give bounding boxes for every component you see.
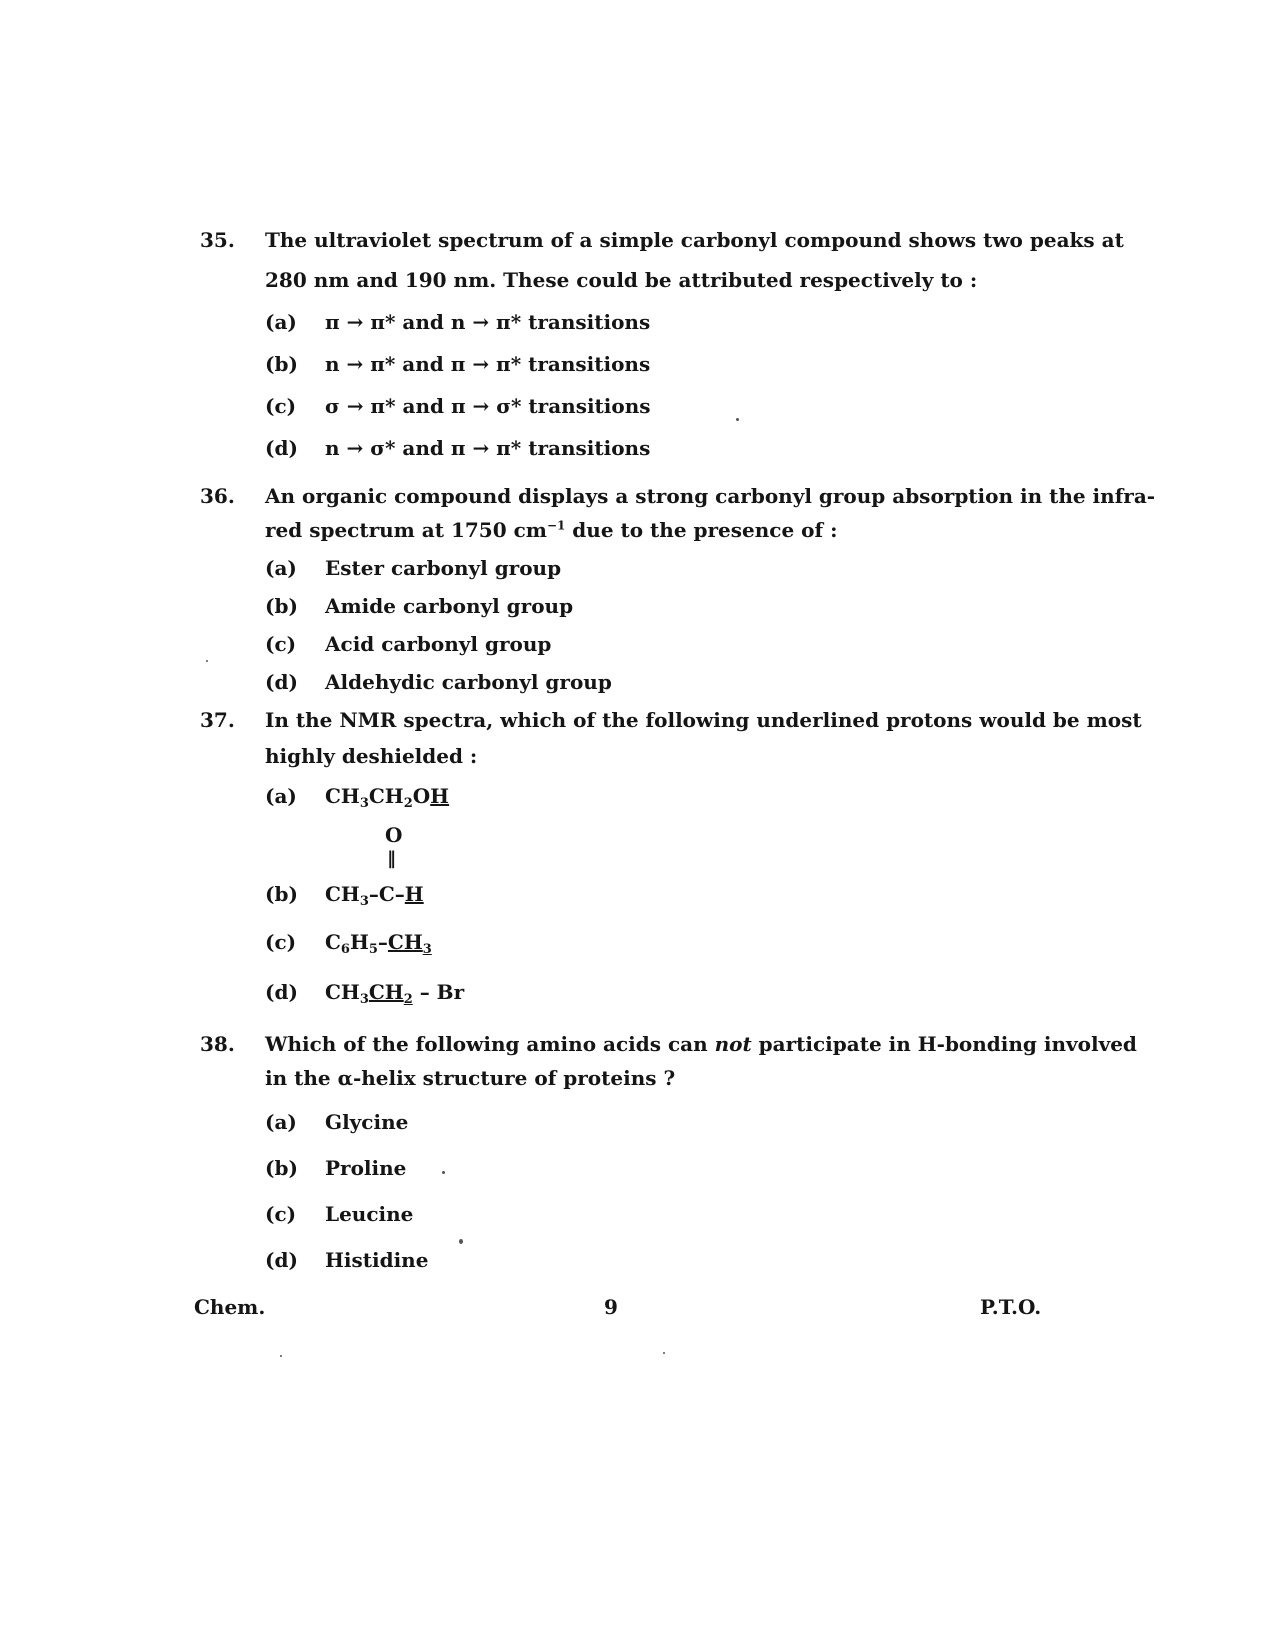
question-37-option-d: [265, 980, 464, 1007]
formula-part: 3: [359, 894, 369, 909]
scan-speck: [663, 1352, 665, 1354]
question-38-text-line2: in the α-helix structure of proteins ?: [265, 1066, 676, 1090]
formula-part: – Br: [412, 980, 465, 1004]
question-36-option-c: [265, 632, 551, 656]
question-35-option-b: [265, 352, 650, 376]
carbonyl-double-bond: ‖: [387, 848, 396, 869]
formula: [325, 980, 464, 1007]
formula-part: 5: [368, 942, 378, 957]
formula-part: H: [404, 882, 424, 906]
question-35-text-line2: 280 nm and 190 nm. These could be attributed respectively to :: [265, 268, 978, 292]
question-35-option-d: [265, 436, 650, 460]
question-36-text-line1: An organic compound displays a strong carbonyl group absorption in the infra-: [265, 484, 1156, 508]
formula-part: CH: [325, 784, 360, 808]
unit-exponent: −1: [546, 518, 566, 533]
question-35-option-c: [265, 394, 651, 418]
question-36-text-line2: [265, 518, 837, 542]
question-36-option-a: [265, 556, 561, 580]
option-text: Ester carbonyl group: [325, 556, 562, 580]
question-35-option-a: [265, 310, 650, 334]
option-label: (c): [265, 394, 297, 418]
formula-part: O: [412, 784, 431, 808]
question-38-option-b: [265, 1156, 406, 1180]
option-label: (d): [265, 980, 298, 1004]
formula: [325, 882, 424, 909]
formula-part: CH: [325, 980, 360, 1004]
footer-pto: P.T.O.: [980, 1295, 1042, 1319]
formula-part: –C–: [368, 882, 405, 906]
question-36-text-line2-pre: red spectrum at 1750 cm: [265, 518, 547, 542]
option-label: (a): [265, 1110, 297, 1134]
scan-speck: [280, 1355, 282, 1357]
option-label: (d): [265, 436, 298, 460]
scan-speck: [442, 1171, 445, 1174]
option-text: Leucine: [325, 1202, 414, 1226]
option-text: n → π* and π → π* transitions: [325, 352, 651, 376]
formula-part: CH: [368, 980, 404, 1004]
option-label: (b): [265, 882, 298, 906]
option-text: Amide carbonyl group: [325, 594, 574, 618]
carbonyl-oxygen: O: [385, 823, 403, 847]
option-text: Aldehydic carbonyl group: [325, 670, 612, 694]
question-37-text-line2: highly deshielded :: [265, 744, 478, 768]
option-text: π → π* and n → π* transitions: [325, 310, 651, 334]
option-text: Histidine: [325, 1248, 429, 1272]
formula-part: 3: [422, 942, 432, 957]
option-text: Glycine: [325, 1110, 409, 1134]
formula-part: 2: [403, 796, 413, 811]
option-text: σ → π* and π → σ* transitions: [325, 394, 651, 418]
footer-subject: Chem.: [194, 1295, 266, 1319]
question-38-option-a: [265, 1110, 408, 1134]
question-37-option-c: [265, 930, 432, 957]
formula-part: H: [430, 784, 450, 808]
question-38-text-line1-pre: Which of the following amino acids can: [265, 1032, 715, 1056]
option-label: (c): [265, 1202, 297, 1226]
question-38-text-line1-post: participate in H-bonding involved: [751, 1032, 1137, 1056]
question-35-number: 35.: [200, 228, 235, 252]
formula-part: –: [377, 930, 388, 954]
formula-part: 3: [359, 992, 369, 1007]
option-label: (a): [265, 784, 297, 808]
formula-part: CH: [368, 784, 404, 808]
formula: [325, 930, 432, 957]
scan-speck: [736, 418, 739, 421]
question-38-option-c: [265, 1202, 413, 1226]
question-38-text-line1: [265, 1032, 1137, 1056]
option-label: (b): [265, 594, 298, 618]
question-36-option-d: [265, 670, 612, 694]
formula-part: 3: [359, 796, 369, 811]
formula-part: C: [325, 930, 341, 954]
option-label: (d): [265, 1248, 298, 1272]
question-37-option-b: [265, 882, 424, 909]
option-label: (a): [265, 310, 297, 334]
question-38-emphasis: not: [714, 1032, 752, 1056]
scan-speck: [206, 660, 208, 662]
formula-part: CH: [387, 930, 423, 954]
question-37-option-a: [265, 784, 449, 811]
formula-part: H: [349, 930, 369, 954]
formula-part: 2: [403, 992, 413, 1007]
option-text: Acid carbonyl group: [325, 632, 552, 656]
question-37-number: 37.: [200, 708, 235, 732]
scan-speck: [459, 1239, 463, 1244]
footer-page-number: 9: [604, 1295, 618, 1319]
formula-part: 6: [340, 942, 350, 957]
question-36-number: 36.: [200, 484, 235, 508]
option-label: (b): [265, 352, 298, 376]
question-38-option-d: [265, 1248, 428, 1272]
option-label: (b): [265, 1156, 298, 1180]
question-35-text-line1: The ultraviolet spectrum of a simple carbonyl compound shows two peaks at: [265, 228, 1124, 252]
option-label: (c): [265, 930, 297, 954]
question-36-option-b: [265, 594, 573, 618]
question-37-text-line1: In the NMR spectra, which of the following underlined protons would be most: [265, 708, 1142, 732]
option-text: n → σ* and π → π* transitions: [325, 436, 651, 460]
question-38-number: 38.: [200, 1032, 235, 1056]
formula: [325, 784, 449, 811]
option-label: (c): [265, 632, 297, 656]
option-text: Proline: [325, 1156, 407, 1180]
formula-part: CH: [325, 882, 360, 906]
question-36-text-line2-post: due to the presence of :: [565, 518, 838, 542]
option-label: (d): [265, 670, 298, 694]
option-label: (a): [265, 556, 297, 580]
